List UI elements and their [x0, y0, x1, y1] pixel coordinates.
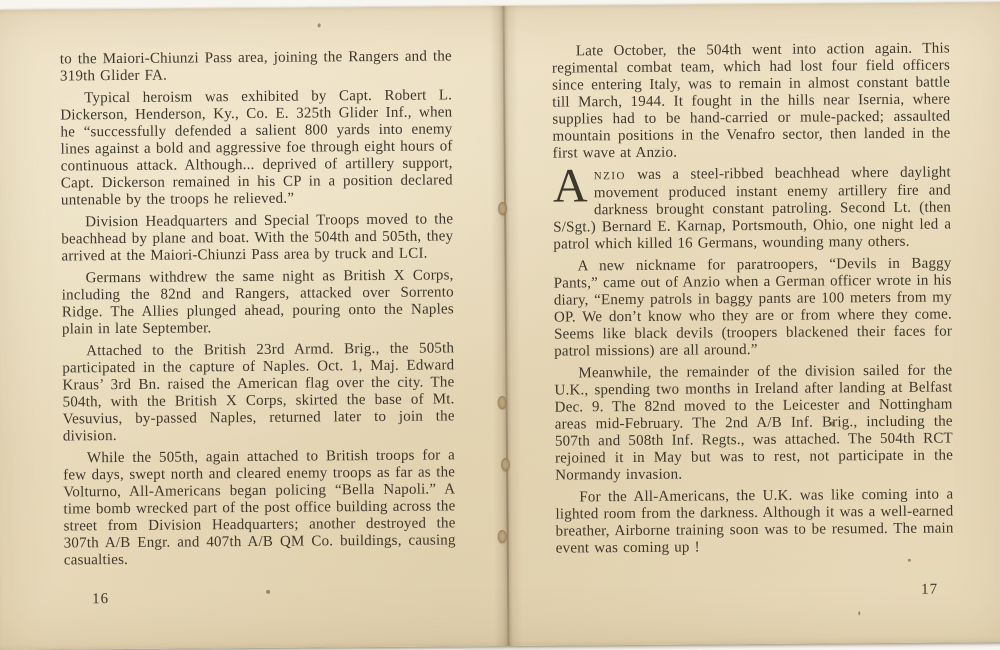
paragraph: Late October, the 504th went into action again. This regimental combat team, which had lost four field officers since entering Italy, was to remain in almost constant battle till March, 1944. It fought in the hills near Isernia, where supplies had to be hand-carried or mule-packed; assaulted mountain positions in the Venafro sector, then landed in the first wave at Anzio. [551, 40, 951, 162]
binding-mark [498, 396, 507, 409]
paper-speck [858, 611, 860, 615]
binding-mark [498, 530, 507, 543]
fold-line [502, 6, 509, 646]
paragraph: For the All-Americans, the U.K. was like coming into a lighted room from the darkness. Although it was a well-earned breather, Airborne training soon was to be resumed. The main event was coming up ! [555, 486, 954, 557]
binding-mark [501, 458, 510, 471]
paper-speck [318, 23, 321, 27]
drop-cap-letter: A [552, 159, 588, 213]
paragraph: Germans withdrew the same night as British X Corps, including the 82nd and Rangers, attacked over Sorrento Ridge. The Allies plunged ahead, pouring onto the Naples plain in late September. [61, 267, 454, 338]
paper-speck [908, 559, 911, 562]
page-number-16: 16 [92, 591, 110, 608]
paragraph-text: was a steel-ribbed beachhead where daylight movement produced instant enemy artillery fire and darkness brought constant patroling. Second Lt. (then S/Sgt.) Bernard E. Karnap, Portsmouth, Ohio, one night led a patrol which killed 16 Germans, wounding many others. [553, 164, 952, 253]
paragraph: Attached to the British 23rd Armd. Brig., the 505th participated in the capture of Naples. Oct. 1, Maj. Edward Kraus’ 3rd Bn. raised the American flag over the city. The 504th, with the British X Corps, skirted the base of Mt. Vesuvius, by-passed Naples, returned later to join the division. [62, 340, 455, 445]
paragraph: to the Maiori-Chiunzi Pass area, joining the Rangers and the 319th Glider FA. [59, 48, 452, 85]
paragraph: While the 505th, again attached to British troops for a few days, swept north and cleared enemy troops as far as the Volturno, All-Americans began policing “Bella Napoli.” A time bomb wrecked part of the post office building across the street from Division Headquarters; another destroyed the 307th A/B Engr. and 407th A/B QM Co. buildings, causing casualties. [63, 447, 456, 569]
page-number-17: 17 [921, 581, 939, 598]
book-page-paper [0, 2, 1000, 650]
paragraph: A new nickname for paratroopers, “Devils in Baggy Pants,” came out of Anzio when a German officer wrote in his diary, “Enemy patrols in baggy pants are 100 meters from my OP. We don’t know who they are or from where they come. Seems like black devils (troopers blackened their faces for patrol missions) are all around.” [553, 255, 953, 360]
page-17-text-column [552, 40, 954, 557]
page-16-text-column [60, 48, 456, 569]
paragraph: Division Headquarters and Special Troops moved to the beachhead by plane and boat. With the 504th and 505th, they arrived at the Maiori-Chiunzi Pass area by truck and LCI. [61, 211, 454, 265]
small-caps-word: NZIO [593, 170, 627, 183]
binding-mark [498, 202, 507, 215]
paragraph: Meanwhile, the remainder of the division sailed for the U.K., spending two months in Ireland after landing at Belfast Dec. 9. The 82nd moved to the Leicester and Nottingham areas mid-February. The 2nd A/B Inf. Brig., including the 507th and 508th Inf. Regts., was attached. The 504th RCT rejoined it in May but was to rest, not participate in the Normandy invasion. [554, 362, 954, 484]
center-fold-crease [489, 6, 522, 646]
paper-speck [266, 590, 270, 594]
paragraph-anzio [552, 159, 952, 253]
paragraph: Typical heroism was exhibited by Capt. Robert L. Dickerson, Henderson, Ky., Co. E. 325th Glider Inf., when he “successfully defended a salient 800 yards into enemy lines against a bold and aggressive foe through eight hours of continuous attack. Although... deprived of artillery support, Capt. Dickerson remained in his CP in a position declared untenable by the troops he relieved.” [60, 87, 453, 209]
